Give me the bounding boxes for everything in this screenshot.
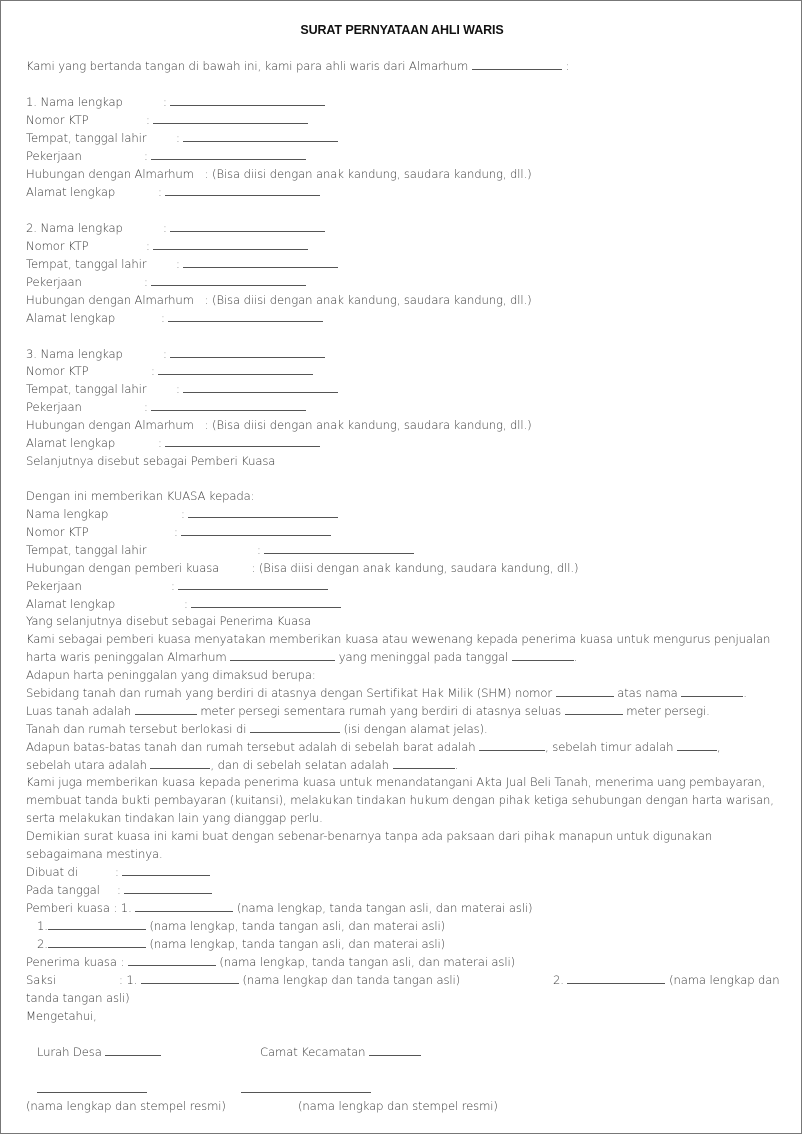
heir2-ktp-label: Nomor KTP: [26, 239, 89, 253]
shm-blank[interactable]: [556, 684, 614, 697]
heir3-ktp-field[interactable]: :: [151, 362, 313, 380]
heir2-ttl-label: Tempat, tanggal lahir: [26, 257, 147, 271]
heir1-pekerjaan-label: Pekerjaan: [26, 149, 82, 163]
receiver-ttl-label: Tempat, tanggal lahir: [26, 543, 147, 557]
heir2-ktp-field[interactable]: :: [146, 237, 308, 255]
intro-line: [26, 57, 569, 75]
heir3-alamat-label: Alamat lengkap: [26, 436, 116, 450]
pemberi-2-blank[interactable]: [48, 917, 146, 930]
heir1-ktp-field[interactable]: :: [146, 111, 308, 129]
lurah-line: Lurah Desa: [37, 1043, 161, 1061]
heir1-ttl-label: Tempat, tanggal lahir: [26, 131, 147, 145]
saksi-2-note-cont: tanda tangan asli): [26, 991, 130, 1005]
heir1-ktp-label: Nomor KTP: [26, 113, 89, 127]
camat-signature-line[interactable]: [241, 1080, 371, 1093]
heir2-nama-field[interactable]: :: [163, 219, 325, 237]
intro-text: Kami yang bertanda tangan di bawah ini, kami para ahli waris dari Almarhum: [26, 59, 469, 73]
almarhum-blank-2[interactable]: [230, 648, 335, 661]
receiver-ktp-label: Nomor KTP: [26, 525, 89, 539]
body-p9b: sebagaimana mestinya.: [26, 847, 163, 861]
lokasi-blank[interactable]: [250, 720, 340, 733]
barat-blank[interactable]: [479, 738, 545, 751]
lurah-blank[interactable]: [105, 1043, 161, 1056]
dibuat-label: Dibuat di: [26, 865, 78, 879]
pemberi-3-blank[interactable]: [48, 935, 146, 948]
selatan-blank[interactable]: [393, 756, 455, 769]
almarhum-blank[interactable]: [472, 57, 562, 70]
heir3-alamat-field[interactable]: :: [158, 434, 320, 452]
heir2-hubungan: Hubungan dengan Almarhum : (Bisa diisi dengan anak kandung, saudara kandung, dll.): [26, 293, 532, 307]
camat-line: Camat Kecamatan: [260, 1043, 421, 1061]
tanggal-blank[interactable]: [512, 648, 574, 661]
receiver-pekerjaan-field[interactable]: :: [171, 577, 328, 595]
heir3-pekerjaan-field[interactable]: :: [144, 398, 306, 416]
kuasa-intro: Dengan ini memberikan KUASA kepada:: [26, 489, 255, 503]
heir1-hubungan: Hubungan dengan Almarhum : (Bisa diisi dengan anak kandung, saudara kandung, dll.): [26, 167, 532, 181]
page-title: SURAT PERNYATAAN AHLI WARIS: [300, 23, 504, 37]
receiver-alamat-label: Alamat lengkap: [26, 597, 116, 611]
saksi-label: Saksi: [26, 973, 56, 987]
penerima-kuasa-note: Yang selanjutnya disebut sebagai Penerima Kuasa: [26, 614, 312, 628]
saksi-2-line: 2. (nama lengkap dan: [553, 973, 780, 987]
luas-rumah-blank[interactable]: [565, 702, 623, 715]
body-p5: Tanah dan rumah tersebut berlokasi di (isi dengan alamat jelas).: [26, 722, 488, 736]
heir3-ktp-label: Nomor KTP: [26, 364, 89, 378]
heir3-nama-field[interactable]: :: [163, 345, 325, 363]
heir1-alamat-field[interactable]: :: [158, 183, 320, 201]
heir3-hubungan: Hubungan dengan Almarhum : (Bisa diisi dengan anak kandung, saudara kandung, dll.): [26, 418, 532, 432]
receiver-pekerjaan-label: Pekerjaan: [26, 579, 82, 593]
heir1-nama-label: 1. Nama lengkap: [26, 95, 123, 109]
body-p7: sebelah utara adalah , dan di sebelah selatan adalah .: [26, 758, 459, 772]
pemberi-sign-line-1: 1. (nama lengkap, tanda tangan asli, dan materai asli): [37, 919, 446, 933]
body-p9a: Demikian surat kuasa ini kami buat dengan sebenar-benarnya tanpa ada paksaan dari pihak manapun untuk digunakan: [26, 829, 713, 843]
atas-nama-blank[interactable]: [681, 684, 743, 697]
saksi-2-blank[interactable]: [567, 971, 665, 984]
body-p8c: serta melakukan tindakan lain yang dianggap perlu.: [26, 811, 323, 825]
saksi-1-line: : 1. (nama lengkap dan tanda tangan asli): [119, 973, 461, 987]
pemberi-sign-line: Pemberi kuasa : 1. (nama lengkap, tanda tangan asli, dan materai asli): [26, 901, 533, 915]
heir3-ttl-label: Tempat, tanggal lahir: [26, 382, 147, 396]
heir2-alamat-field[interactable]: :: [161, 309, 323, 327]
luas-tanah-blank[interactable]: [135, 702, 197, 715]
saksi-1-blank[interactable]: [141, 971, 239, 984]
heir1-nama-field[interactable]: :: [163, 93, 325, 111]
receiver-nama-label: Nama lengkap: [26, 507, 109, 521]
body-p6: Adapun batas-batas tanah dan rumah tersebut adalah di sebelah barat adalah , sebelah timur adalah ,: [26, 740, 721, 754]
dibuat-field[interactable]: :: [115, 863, 210, 881]
heir2-ttl-field[interactable]: :: [176, 255, 338, 273]
heir2-nama-label: 2. Nama lengkap: [26, 221, 123, 235]
heir1-alamat-label: Alamat lengkap: [26, 185, 116, 199]
body-p4: Luas tanah adalah meter persegi sementara rumah yang berdiri di atasnya seluas meter persegi.: [26, 704, 710, 718]
body-p1b: harta waris peninggalan Almarhum yang meninggal pada tanggal .: [26, 650, 578, 664]
heir2-pekerjaan-label: Pekerjaan: [26, 275, 82, 289]
receiver-ktp-field[interactable]: :: [174, 523, 331, 541]
mengetahui: Mengetahui,: [26, 1009, 97, 1023]
body-p8a: Kami juga memberikan kuasa kepada penerima kuasa untuk menandatangani Akta Jual Beli Tanah, menerima uang pembayaran,: [26, 775, 766, 789]
penerima-blank[interactable]: [128, 953, 216, 966]
lurah-signature-line[interactable]: [37, 1080, 147, 1093]
camat-stempel: (nama lengkap dan stempel resmi): [298, 1099, 498, 1113]
timur-blank[interactable]: [677, 738, 717, 751]
pemberi-1-blank[interactable]: [135, 899, 233, 912]
receiver-alamat-field[interactable]: :: [184, 595, 341, 613]
heir3-ttl-field[interactable]: :: [176, 380, 338, 398]
tanggal-field[interactable]: :: [117, 881, 212, 899]
heir3-pekerjaan-label: Pekerjaan: [26, 400, 82, 414]
pemberi-kuasa-note: Selanjutnya disebut sebagai Pemberi Kuasa: [26, 454, 276, 468]
body-p1a: Kami sebagai pemberi kuasa menyatakan memberikan kuasa atau wewenang kepada penerima kuasa untuk mengurus penjualan: [26, 632, 771, 646]
body-p3: Sebidang tanah dan rumah yang berdiri di atasnya dengan Sertifikat Hak Milik (SHM) nomor atas nama .: [26, 686, 747, 700]
heir3-nama-label: 3. Nama lengkap: [26, 347, 123, 361]
heir2-alamat-label: Alamat lengkap: [26, 311, 116, 325]
body-p2: Adapun harta peninggalan yang dimaksud berupa:: [26, 668, 316, 682]
utara-blank[interactable]: [150, 756, 210, 769]
colon: :: [565, 59, 570, 73]
heir1-ttl-field[interactable]: :: [176, 129, 338, 147]
body-p8b: membuat tanda bukti pembayaran (kuitansi), melakukan tindakan hukum dengan pihak ketiga sehubungan dengan harta warisan,: [26, 793, 774, 807]
penerima-sign-line: Penerima kuasa : (nama lengkap, tanda tangan asli, dan materai asli): [26, 955, 516, 969]
pemberi-sign-line-2: 2. (nama lengkap, tanda tangan asli, dan materai asli): [37, 937, 446, 951]
camat-blank[interactable]: [369, 1043, 421, 1056]
receiver-hubungan: Hubungan dengan pemberi kuasa : (Bisa diisi dengan anak kandung, saudara kandung, dll.): [26, 561, 579, 575]
heir1-pekerjaan-field[interactable]: :: [144, 147, 306, 165]
receiver-nama-field[interactable]: :: [181, 505, 338, 523]
heir2-pekerjaan-field[interactable]: :: [144, 273, 306, 291]
tanggal-label: Pada tanggal: [26, 883, 100, 897]
receiver-ttl-field[interactable]: :: [257, 541, 414, 559]
lurah-stempel: (nama lengkap dan stempel resmi): [26, 1099, 226, 1113]
